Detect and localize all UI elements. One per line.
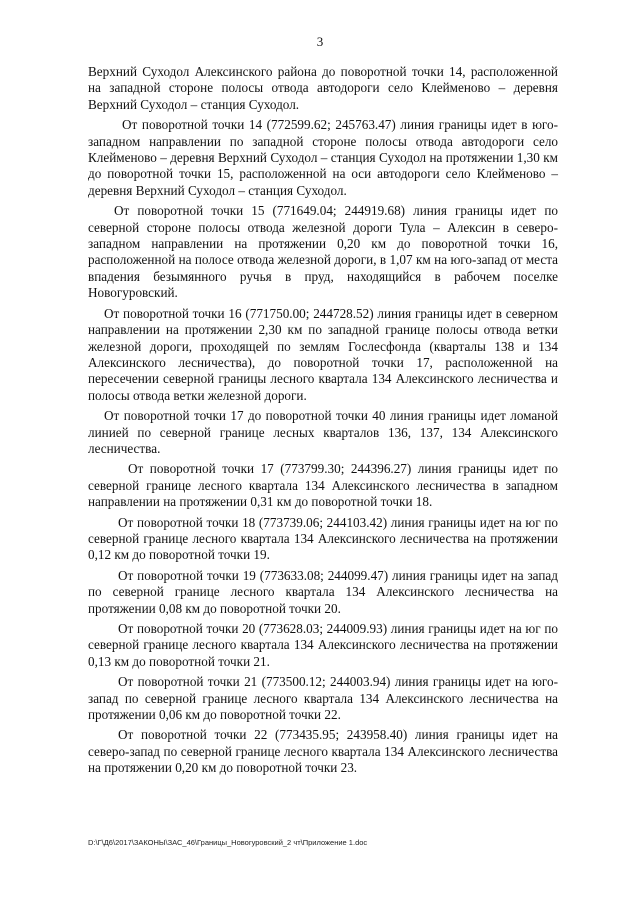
paragraph-7: От поворотной точки 18 (773739.06; 244103.42) линия границы идет на юг по северной границе лесного квартала 134 Алексинского лесничества на протяжении 0,12 км до поворотной точки 19.	[88, 514, 558, 563]
paragraph-6: От поворотной точки 17 (773799.30; 244396.27) линия границы идет по северной границе лесного квартала 134 Алексинского лесничества в западном направлении на протяжении 0,31 км до поворотной точки 18.	[88, 461, 558, 510]
paragraph-3: От поворотной точки 15 (771649.04; 244919.68) линия границы идет по северной стороне полосы отвода железной дороги Тула – Алексин в северо-западном направлении на протяжении 0,20 км до поворотной точки 16, расположенной на полосе отвода железной дороги, в 1,07 км на юго-запад от места впадения безымянного ручья в пруд, находящийся в рабочем поселке Новогуровский.	[88, 203, 558, 301]
paragraph-10: От поворотной точки 21 (773500.12; 244003.94) линия границы идет на юго-запад по северной границе лесного квартала 134 Алексинского лесничества на протяжении 0,06 км до поворотной точки 22.	[88, 674, 558, 723]
document-body	[88, 64, 558, 781]
file-path-footer: D:\Г\Д6\2017\ЗАКОНЫ\ЗАС_46\Границы_Новогуровский_2 чт\Приложение 1.doc	[88, 838, 368, 847]
paragraph-4: От поворотной точки 16 (771750.00; 244728.52) линия границы идет в северном направлении на протяжении 2,30 км по западной границе полосы отвода ветки железной дороги, проходящей по землям Гослесфонда (кварталы 138 и 134 Алексинского лесничества), до поворотной точки 17, расположенной на пересечении северной границы лесного квартала 134 Алексинского лесничества и полосы отвода ветки железной дороги.	[88, 305, 558, 403]
paragraph-8: От поворотной точки 19 (773633.08; 244099.47) линия границы идет на запад по северной границе лесного квартала 134 Алексинского лесничества на протяжении 0,08 км до поворотной точки 20.	[88, 567, 558, 616]
paragraph-5: От поворотной точки 17 до поворотной точки 40 линия границы идет ломаной линией по северной границе лесных кварталов 136, 137, 134 Алексинского лесничества.	[88, 408, 558, 456]
paragraph-9: От поворотной точки 20 (773628.03; 244009.93) линия границы идет на юг по северной границе лесного квартала 134 Алексинского лесничества на протяжении 0,13 км до поворотной точки 21.	[88, 621, 558, 669]
paragraph-1: Верхний Суходол Алексинского района до поворотной точки 14, расположенной на западной стороне полосы отвода автодороги село Клейменово – деревня Верхний Суходол – станция Суходол.	[88, 64, 558, 112]
paragraph-2: От поворотной точки 14 (772599.62; 245763.47) линия границы идет в юго-западном направлении по западной стороне полосы отвода автодороги село Клейменово – деревня Верхний Суходол – станция Суходол на протяжении 1,30 км до поворотной точки 15, расположенной на оси автодороги село Клейменово – деревня Верхний Суходол – станция Суходол.	[88, 117, 558, 198]
paragraph-11: От поворотной точки 22 (773435.95; 243958.40) линия границы идет на северо-запад по северной границе лесного квартала 134 Алексинского лесничества на протяжении 0,20 км до поворотной точки 23.	[88, 727, 558, 776]
page-number: 3	[316, 34, 324, 49]
